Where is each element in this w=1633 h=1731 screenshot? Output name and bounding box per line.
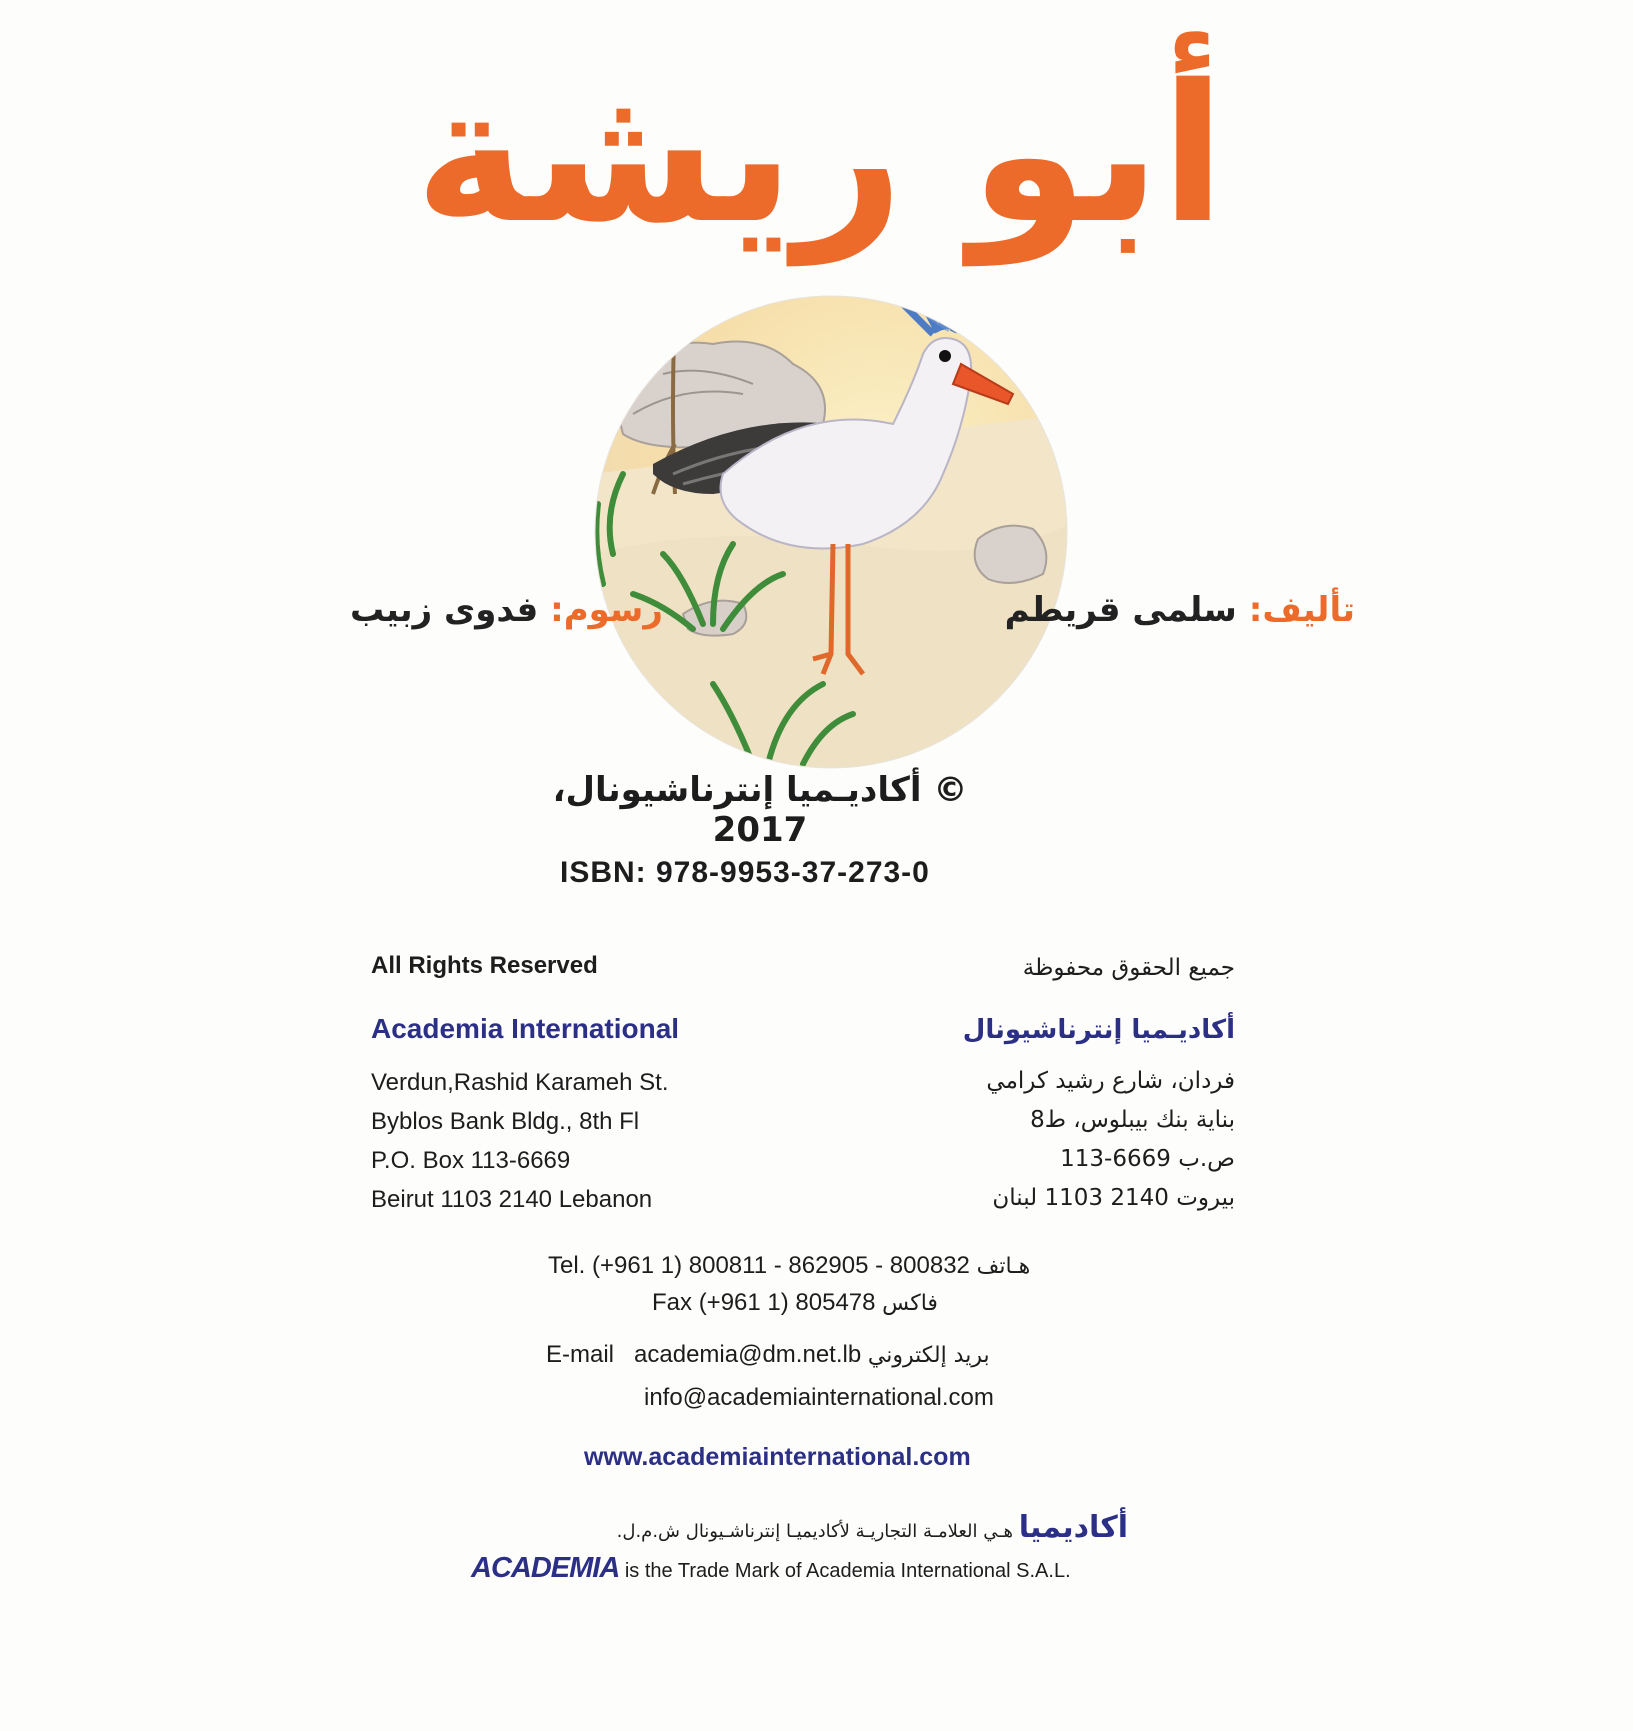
telephone-line	[548, 1252, 1030, 1280]
trademark-ar	[617, 1510, 1128, 1545]
trademark-en	[471, 1552, 1071, 1585]
email-secondary[interactable]: info@academiainternational.com	[644, 1384, 994, 1411]
academia-logo-ar: أكاديميا	[1018, 1510, 1128, 1545]
trademark-text-en: is the Trade Mark of Academia International S.A.L.	[624, 1560, 1071, 1582]
company-name-en: Academia International	[371, 1013, 680, 1044]
author-label: تأليف:	[1248, 590, 1355, 630]
email-line	[546, 1341, 990, 1369]
rights-reserved-ar: جميع الحقوق محفوظة	[1022, 955, 1235, 981]
fax-line	[652, 1289, 938, 1317]
address-line-en: Verdun,Rashid Karameh St.	[371, 1069, 669, 1096]
fax-label-ar: فاكس	[882, 1291, 938, 1316]
address-line-ar: فردان، شارع رشيد كرامي	[986, 1068, 1235, 1094]
email-label: E-mail	[546, 1341, 615, 1368]
address-line-ar: بيروت 2140 1103 لبنان	[992, 1185, 1235, 1211]
copyright-line: © أكاديـميا إنترناشيونال، 2017	[552, 770, 968, 850]
fax-label: Fax	[652, 1289, 693, 1316]
illustrator-name: فدوى زبيب	[350, 590, 539, 630]
company-name-ar: أكاديـميا إنترناشيونال	[962, 1015, 1235, 1045]
illustrator-label: رسوم:	[550, 590, 663, 630]
address-line-en: Byblos Bank Bldg., 8th Fl	[371, 1108, 640, 1135]
rights-reserved-en: All Rights Reserved	[371, 952, 598, 979]
book-title: أبو ريشة	[414, 44, 1226, 265]
address-line-ar: بناية بنك بيبلوس، ط8	[1030, 1107, 1235, 1133]
website-link[interactable]: www.academiainternational.com	[584, 1443, 971, 1471]
cover-illustration	[593, 294, 1069, 770]
tel-value: (+961 1) 800811 - 862905 - 800832	[592, 1252, 970, 1279]
rock	[975, 526, 1047, 583]
tel-label: Tel.	[548, 1252, 586, 1279]
trademark-text-ar: هـي العلامـة التجاريـة لأكاديميـا إنترناشـيونال ش.م.ل.	[616, 1521, 1013, 1542]
illustrator-credit	[350, 590, 663, 630]
email-primary[interactable]: academia@dm.net.lb	[634, 1341, 862, 1368]
author-name: سلمى قريطم	[1004, 590, 1237, 630]
address-line-en: Beirut 1103 2140 Lebanon	[371, 1186, 653, 1213]
address-line-ar: ص.ب 6669-113	[1060, 1146, 1235, 1172]
address-line-en: P.O. Box 113-6669	[371, 1147, 571, 1174]
author-credit	[1005, 590, 1355, 630]
isbn: ISBN: 978-9953-37-273-0	[560, 856, 930, 889]
academia-logo-en: ACADEMIA	[471, 1552, 620, 1584]
email-label-ar: بريد إلكتروني	[867, 1343, 990, 1368]
fax-value: (+961 1) 805478	[698, 1289, 876, 1316]
tel-label-ar: هـاتف	[976, 1254, 1031, 1279]
